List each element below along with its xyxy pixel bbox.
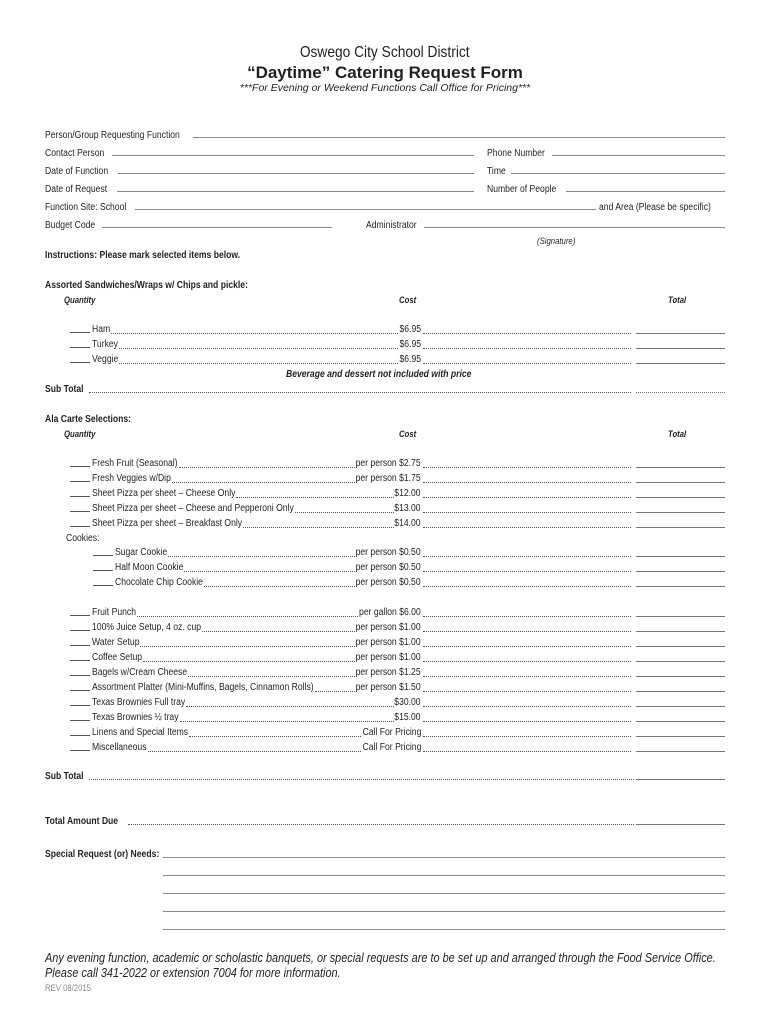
ala-carte-row-quantity-field[interactable] [70,675,90,676]
special-requests-line-4[interactable] [163,911,725,912]
form-title: “Daytime” Catering Request Form [247,63,523,82]
ala-carte-row-quantity-field[interactable] [70,645,90,646]
time-label: Time [487,166,506,177]
sandwich-subtotal-leader [89,392,631,393]
ala-carte-row-name-leader [189,736,361,737]
ala-carte-row-total-field[interactable] [636,736,725,737]
area-label: and Area (Please be specific) [599,202,711,213]
sandwich-row-item-name: Veggie [92,354,119,365]
ala-carte-row-item-name: Assortment Platter (Mini-Muffins, Bagels, Cinnamon Rolls) [92,682,314,693]
ala-carte-row-total-leader [423,527,631,528]
ala-carte-row-item-price: per person $1.00 [355,637,421,648]
ala-carte-row-total-field[interactable] [636,482,725,483]
sandwich-row-total-field[interactable] [636,333,725,334]
cookie-row-item-name: Chocolate Chip Cookie [115,577,203,588]
sandwich-row-name-leader [119,348,398,349]
ala-carte-row-name-leader [148,751,361,752]
ala-carte-row-name-leader [202,631,355,632]
footer-notice [45,950,770,980]
ala-carte-row-item-name: Bagels w/Cream Cheese [92,667,188,678]
sandwich-row-item-price: $6.95 [399,354,421,365]
cookie-row-name-leader [184,571,355,572]
sandwich-row-total-leader [423,363,631,364]
sandwich-row-total-field[interactable] [636,363,725,364]
ala-carte-row-item-price: $15.00 [394,712,421,723]
ala-carte-row-total-leader [423,646,631,647]
ala-carte-row-item-price: per gallon $6.00 [359,607,421,618]
total-amount-due-leader [128,824,634,825]
ala-carte-row-total-field[interactable] [636,467,725,468]
ala-carte-row-item-name: Sheet Pizza per sheet – Breakfast Only [92,518,243,529]
ala-carte-row-quantity-field[interactable] [70,511,90,512]
sandwich-row-item-price: $6.95 [399,339,421,350]
form-subtitle: ***For Evening or Weekend Functions Call Office for Pricing*** [239,82,531,94]
ala-carte-row-name-leader [188,676,355,677]
ala-carte-row-total-field[interactable] [636,646,725,647]
footer-line-1: Any evening function, academic or scholastic banquets, or special requests are to be set up and arranged through the Food Service Office. [45,950,716,965]
ala-carte-row-item-name: Texas Brownies Full tray [92,697,186,708]
ala-carte-row-item-price: per person $1.25 [355,667,421,678]
ala-carte-row-quantity-field[interactable] [70,630,90,631]
cookie-row-total-field[interactable] [636,586,725,587]
ala-carte-row-name-leader [315,691,355,692]
ala-carte-row-name-leader [179,467,355,468]
cost-column-header-2: Cost [399,429,417,439]
ala-carte-row-total-field[interactable] [636,751,725,752]
ala-carte-row-quantity-field[interactable] [70,481,90,482]
ala-carte-row-item-name: Sheet Pizza per sheet – Cheese Only [92,488,236,499]
ala-carte-row-total-leader [423,751,631,752]
ala-carte-row-total-field[interactable] [636,631,725,632]
special-requests-line-1[interactable] [163,857,725,858]
ala-carte-row-item-name: Coffee Setup [92,652,143,663]
ala-carte-row-quantity-field[interactable] [70,735,90,736]
beverage-note: Beverage and dessert not included with price [286,369,472,380]
cookie-row-quantity-field[interactable] [93,570,113,571]
ala-carte-row-item-price: Call For Pricing [362,742,421,753]
ala-carte-row-item-price: $12.00 [394,488,421,499]
cookie-row-total-field[interactable] [636,556,725,557]
ala-carte-row-name-leader [180,721,394,722]
ala-carte-row-total-field[interactable] [636,691,725,692]
cookie-row-item-price: per person $0.50 [355,577,421,588]
cookies-label: Cookies: [66,533,100,544]
function-site-field[interactable] [135,209,596,210]
person-group-field[interactable] [193,137,725,138]
ala-carte-row-total-leader [423,706,631,707]
ala-carte-row-name-leader [140,646,355,647]
ala-carte-row-name-leader [186,706,394,707]
ala-carte-row-total-leader [423,467,631,468]
ala-carte-row-total-field[interactable] [636,721,725,722]
ala-carte-row-item-price: Call For Pricing [362,727,421,738]
sandwich-row-name-leader [119,363,398,364]
cost-column-header: Cost [399,295,417,305]
footer-line-2: Please call 341-2022 or extension 7004 for more information. [45,965,341,980]
district-name: Oswego City School District [300,44,470,61]
sandwich-row-quantity-field[interactable] [70,332,90,333]
cookie-row-total-leader [423,586,631,587]
ala-carte-row-item-name: Water Setup [92,637,140,648]
cookie-row-quantity-field[interactable] [93,555,113,556]
ala-carte-row-name-leader [295,512,394,513]
contact-person-label: Contact Person [45,148,105,159]
sandwich-row-item-name: Turkey [92,339,118,350]
ala-carte-heading: Ala Carte Selections: [45,414,132,425]
administrator-label: Administrator [366,220,417,231]
ala-carte-row-item-name: Fresh Fruit (Seasonal) [92,458,178,469]
ala-subtotal-label: Sub Total [45,771,84,782]
ala-carte-row-quantity-field[interactable] [70,690,90,691]
date-of-request-field[interactable] [117,191,474,192]
quantity-column-header-2: Quantity [64,429,96,439]
total-column-header-2: Total [668,429,687,439]
sandwich-row-quantity-field[interactable] [70,362,90,363]
function-site-label: Function Site: School [45,202,127,213]
cookie-row-item-price: per person $0.50 [355,562,421,573]
total-column-header: Total [668,295,687,305]
cookie-row-name-leader [204,586,355,587]
ala-carte-row-item-price: per person $1.75 [355,473,421,484]
ala-carte-row-item-price: per person $2.75 [355,458,421,469]
sandwich-subtotal-label: Sub Total [45,384,84,395]
ala-carte-row-total-field[interactable] [636,661,725,662]
ala-carte-row-total-leader [423,736,631,737]
ala-subtotal-leader [89,779,634,780]
phone-number-field[interactable] [552,155,725,156]
contact-person-field[interactable] [112,155,474,156]
ala-carte-row-total-leader [423,661,631,662]
time-field[interactable] [511,173,725,174]
ala-carte-row-total-leader [423,616,631,617]
total-amount-due-label: Total Amount Due [45,816,119,827]
ala-carte-row-item-name: Fresh Veggies w/Dip [92,473,171,484]
cookie-row-name-leader [168,556,355,557]
special-requests-line-5[interactable] [163,929,725,930]
budget-code-field[interactable] [102,227,332,228]
ala-carte-row-item-name: Texas Brownies ½ tray [92,712,179,723]
ala-carte-row-quantity-field[interactable] [70,496,90,497]
special-requests-line-3[interactable] [163,893,725,894]
special-requests-label: Special Request (or) Needs: [45,849,160,860]
ala-carte-row-total-field[interactable] [636,527,725,528]
cookie-row-item-name: Half Moon Cookie [115,562,184,573]
ala-carte-row-total-field[interactable] [636,616,725,617]
ala-carte-row-total-field[interactable] [636,706,725,707]
sandwich-row-item-price: $6.95 [399,324,421,335]
ala-carte-row-item-name: Linens and Special Items [92,727,189,738]
sandwich-row-total-leader [423,348,631,349]
ala-carte-row-name-leader [243,527,394,528]
ala-carte-row-quantity-field[interactable] [70,466,90,467]
ala-carte-row-name-leader [137,616,358,617]
special-requests-line-2[interactable] [163,875,725,876]
cookie-row-total-leader [423,556,631,557]
ala-carte-row-item-price: per person $1.00 [355,622,421,633]
revision-code: REV 08/2015 [45,983,92,993]
ala-carte-row-item-name: Sheet Pizza per sheet – Cheese and Pepperoni Only [92,503,294,514]
ala-carte-row-quantity-field[interactable] [70,750,90,751]
ala-carte-row-name-leader [143,661,355,662]
administrator-signature-field[interactable] [424,227,725,228]
ala-carte-row-item-name: Miscellaneous [92,742,147,753]
phone-number-label: Phone Number [487,148,545,159]
quantity-column-header: Quantity [64,295,96,305]
date-of-function-label: Date of Function [45,166,109,177]
ala-carte-row-quantity-field[interactable] [70,526,90,527]
ala-carte-row-quantity-field[interactable] [70,720,90,721]
number-of-people-field[interactable] [566,191,725,192]
ala-carte-row-total-field[interactable] [636,497,725,498]
sandwich-row-total-field[interactable] [636,348,725,349]
date-of-request-label: Date of Request [45,184,108,195]
ala-carte-row-item-name: Fruit Punch [92,607,136,618]
cookie-row-item-price: per person $0.50 [355,547,421,558]
cookie-row-total-leader [423,571,631,572]
sandwich-row-name-leader [111,333,398,334]
cookie-row-item-name: Sugar Cookie [115,547,168,558]
ala-carte-row-item-price: $30.00 [394,697,421,708]
ala-carte-row-total-leader [423,482,631,483]
ala-carte-row-name-leader [236,497,394,498]
ala-carte-row-quantity-field[interactable] [70,660,90,661]
sandwich-row-item-name: Ham [92,324,111,335]
ala-carte-row-name-leader [172,482,355,483]
ala-carte-row-total-leader [423,691,631,692]
ala-carte-row-quantity-field[interactable] [70,705,90,706]
instructions: Instructions: Please mark selected items below. [45,250,241,261]
signature-caption: (Signature) [537,236,576,246]
ala-carte-row-total-field[interactable] [636,676,725,677]
ala-carte-row-item-price: $13.00 [394,503,421,514]
sandwiches-heading: Assorted Sandwiches/Wraps w/ Chips and pickle: [45,280,248,291]
ala-carte-row-item-price: $14.00 [394,518,421,529]
number-of-people-label: Number of People [487,184,557,195]
ala-carte-row-total-leader [423,676,631,677]
ala-carte-row-total-leader [423,631,631,632]
ala-carte-row-total-leader [423,512,631,513]
ala-carte-row-total-leader [423,497,631,498]
sandwich-row-quantity-field[interactable] [70,347,90,348]
person-group-label: Person/Group Requesting Function [45,130,180,141]
sandwich-row-total-leader [423,333,631,334]
ala-carte-row-quantity-field[interactable] [70,615,90,616]
cookie-row-total-field[interactable] [636,571,725,572]
ala-carte-row-total-field[interactable] [636,512,725,513]
ala-carte-row-item-name: 100% Juice Setup, 4 oz. cup [92,622,202,633]
total-amount-due-field[interactable] [636,824,725,825]
date-of-function-field[interactable] [118,173,474,174]
sandwich-subtotal-field[interactable] [636,392,725,393]
ala-carte-row-item-price: per person $1.50 [355,682,421,693]
ala-carte-row-item-price: per person $1.00 [355,652,421,663]
cookie-row-quantity-field[interactable] [93,585,113,586]
ala-carte-row-total-leader [423,721,631,722]
ala-subtotal-field[interactable] [636,779,725,780]
budget-code-label: Budget Code [45,220,96,231]
